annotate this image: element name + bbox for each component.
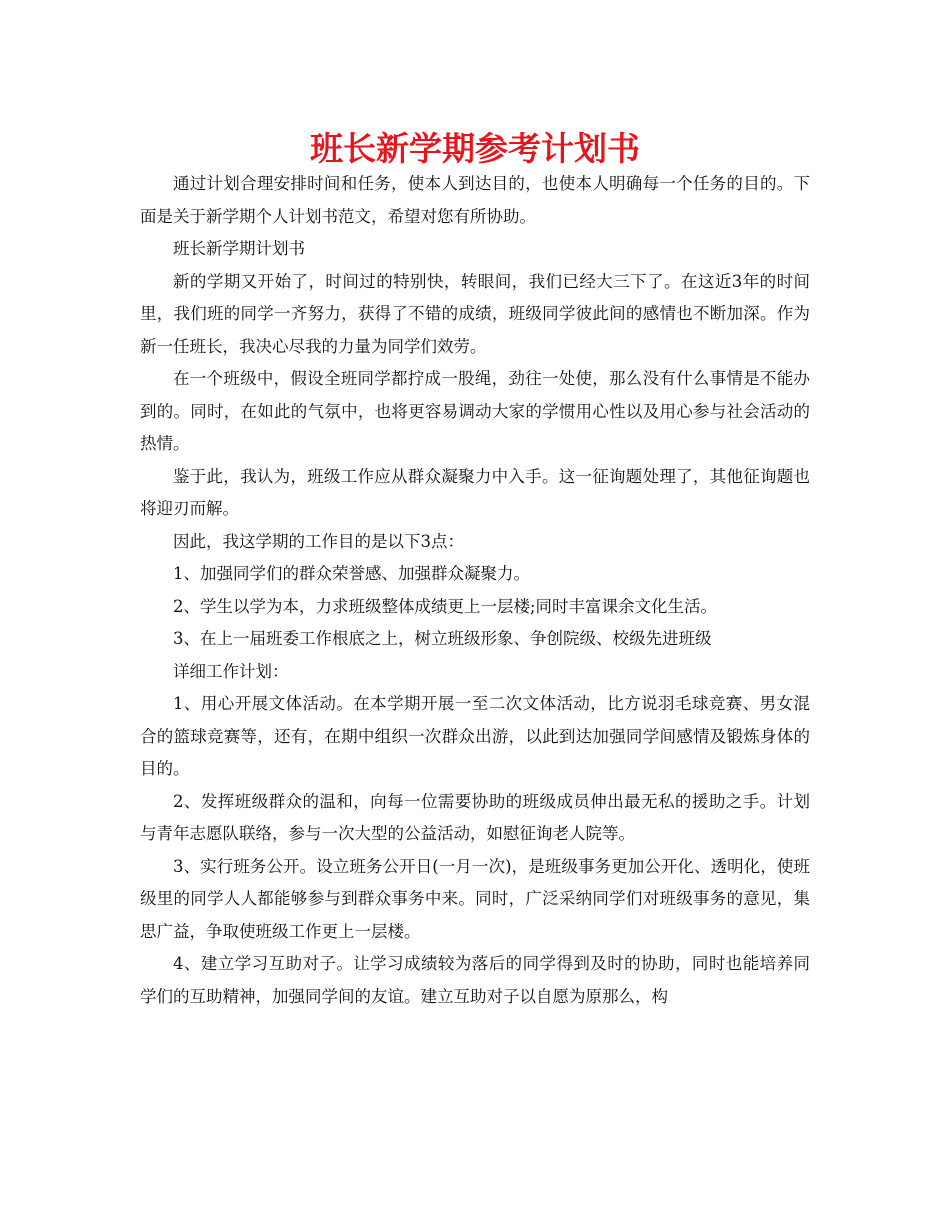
- plan-item-3: 3、实行班务公开。设立班务公开日(一月一次)，是班级事务更加公开化、透明化，使班级里的同学人人都能够参与到群众事务中来。同时，广泛采纳同学们对班级事务的意见，集思广益，争取使班级工作更上一层楼。: [140, 856, 810, 941]
- paragraph-intro: 通过计划合理安排时间和任务，使本人到达目的，也使本人明确每一个任务的目的。下面是关于新学期个人计划书范文，希望对您有所协助。: [140, 174, 810, 226]
- paragraph-goals-intro: 因此，我这学期的工作目的是以下3点：: [173, 531, 464, 551]
- plan-item-1: 1、用心开展文体活动。在本学期开展一至二次文体活动，比方说羽毛球竞赛、男女混合的篮球竞赛等，还有，在期中组织一次群众出游，以此到达加强同学间感情及锻炼身体的目的。: [140, 694, 810, 778]
- paragraph-class-unity: 在一个班级中，假设全班同学都拧成一股绳，劲往一处使，那么没有什么事情是不能办到的。同时，在如此的气氛中，也将更容易调动大家的学惯用心性以及用心参与社会活动的热情。: [140, 369, 810, 453]
- plan-item-2: 2、发挥班级群众的温和，向每一位需要协助的班级成员伸出最无私的援助之手。计划与青年志愿队联络，参与一次大型的公益活动，如慰征询老人院等。: [140, 791, 810, 843]
- document-title: 班长新学期参考计划书: [310, 129, 640, 168]
- paragraph-new-semester: 新的学期又开始了，时间过的特别快，转眼间，我们已经大三下了。在这近3年的时间里，我们班的同学一齐努力，获得了不错的成绩，班级同学彼此间的感情也不断加深。作为新一任班长，我决心尽我的力量为同学们效劳。: [140, 271, 810, 356]
- paragraph-plan-heading: 详细工作计划：: [173, 661, 289, 681]
- paragraph-cohesion: 鉴于此，我认为，班级工作应从群众凝聚力中入手。这一征询题处理了，其他征询题也将迎刃而解。: [140, 466, 810, 518]
- paragraph-subtitle: 班长新学期计划书: [173, 239, 305, 258]
- goal-item-2: 2、学生以学为本，力求班级整体成绩更上一层楼;同时丰富课余文化生活。: [173, 596, 718, 616]
- plan-item-4: 4、建立学习互助对子。让学习成绩较为落后的同学得到及时的协助，同时也能培养同学们的互助精神，加强同学间的友谊。建立互助对子以自愿为原那么，构: [140, 954, 810, 1006]
- goal-item-1: 1、加强同学们的群众荣誉感、加强群众凝聚力。: [173, 564, 530, 583]
- goal-item-3: 3、在上一届班委工作根底之上，树立班级形象、争创院级、校级先进班级: [173, 629, 712, 648]
- document-body: [140, 168, 810, 1013]
